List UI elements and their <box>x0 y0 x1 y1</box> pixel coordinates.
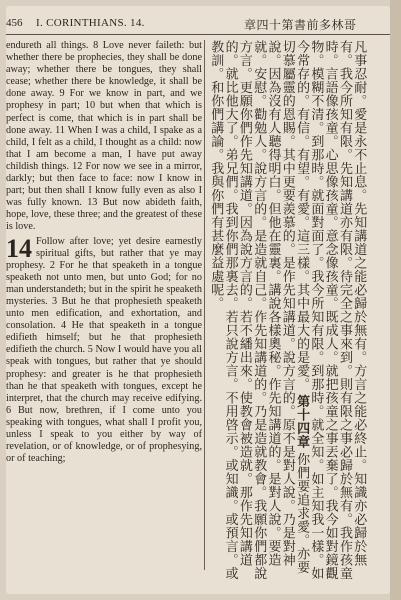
english-paragraph-13: endureth all things. 8 Love never faileth: but whether there be prophecies, they shall be done away; whether there be tongues, they shall cease; whether there be knowledge, it shall be done away. 9 For we know in part, and we prophesy in part; 10 but when that which is perfect is come, that which is in part shall be done away. 11 When I was a child, I spake as a child, I felt as a child, I thought as a child: now that I am become a man, I have put away childish things. 12 For now we see in a mirror, darkly; but then face to face: now I know in part; but then shall I know fully even as also I was fully known. 13 But now abideth faith, hope, love, these three; and the greatest of these is love. <box>6 40 202 233</box>
column-divider <box>204 40 205 570</box>
running-title-english: I. CORINTHIANS. 14. <box>36 17 145 29</box>
english-chapter-14-text: Follow after love; yet desire earnestly spiritual gifts, but rather that ye may prophesy. 2 For he that speaketh in a tongue speaketh not unto men, but unto God; for no man understandeth; but in the spirit he speaketh mysteries. 3 But he that prophesieth speaketh unto men edification, and exhortation, and consolation. 4 He that speaketh in a tongue edifieth himself; but he that prophesieth edifieth the church. 5 Now I would have you all speak with tongues, but rather that ye should prophesy: and greater is he that prophesieth than he that speaketh with tongues, except he interpret, that the church may receive edifying. 6 But now, brethren, if I come unto you speaking with tongues, what shall I profit you, unless I speak to you either by way of revelation, or of knowledge, or of prophesying, or of teaching; <box>6 235 202 465</box>
page-number: 456 <box>6 17 23 29</box>
header-rule <box>6 34 390 35</box>
page-edge <box>390 0 401 600</box>
chinese-chapter-heading: 第十四章 <box>295 394 311 449</box>
chinese-intro: 凡事忍耐。愛是永不止息。先知講道之能必歸於無有。方言之能必終止。知識亦必歸於無有。我今所知有限。先知講道亦有限。待完全之事來到。則有限之事必歸於無有。我作孩童時。言語像孩童。心思像孩童。意念像孩童。既成人。就把孩童之事丟棄了。我今如對鏡觀物。模糊不清。到那時。就面對面了。我今所知有限。到那時。就全知。如主知我一樣。如今常存的。有信。有望。有愛。這三樣。其中最大的是愛。 <box>295 40 368 580</box>
running-title-chinese: 章四十第書前多林哥 <box>244 18 357 32</box>
chinese-body: 你們要追求愛。亦要切慕屬靈的恩賜。其中更要羨慕的。是作先知講道。說方言的。原不是對人說。乃是對神說。因為沒有人聽得明白。但他在靈裏。講說各樣奧秘。作先知講道的。是對人說。要造就。安慰。勸勉人。說方言的。是造就自己。作先知講道的。乃是造就教會。我願你們都說方言。更願你們作先知講道。因為說方言的。若不繙出來。使教會被造就。那作先知講道的。就比他大了。弟兄們。我到你們那裏去。若只說方言。不用啓示。或知識。或預言。或教訓。和你們講論。我與你們有甚麼益處呢。 <box>209 40 311 580</box>
chinese-column <box>209 40 389 585</box>
chinese-text <box>209 40 366 585</box>
english-paragraph-14 <box>6 233 202 466</box>
page-header <box>6 6 390 36</box>
english-column <box>6 40 202 580</box>
book-page <box>6 6 390 594</box>
chapter-number: 14 <box>6 233 32 263</box>
